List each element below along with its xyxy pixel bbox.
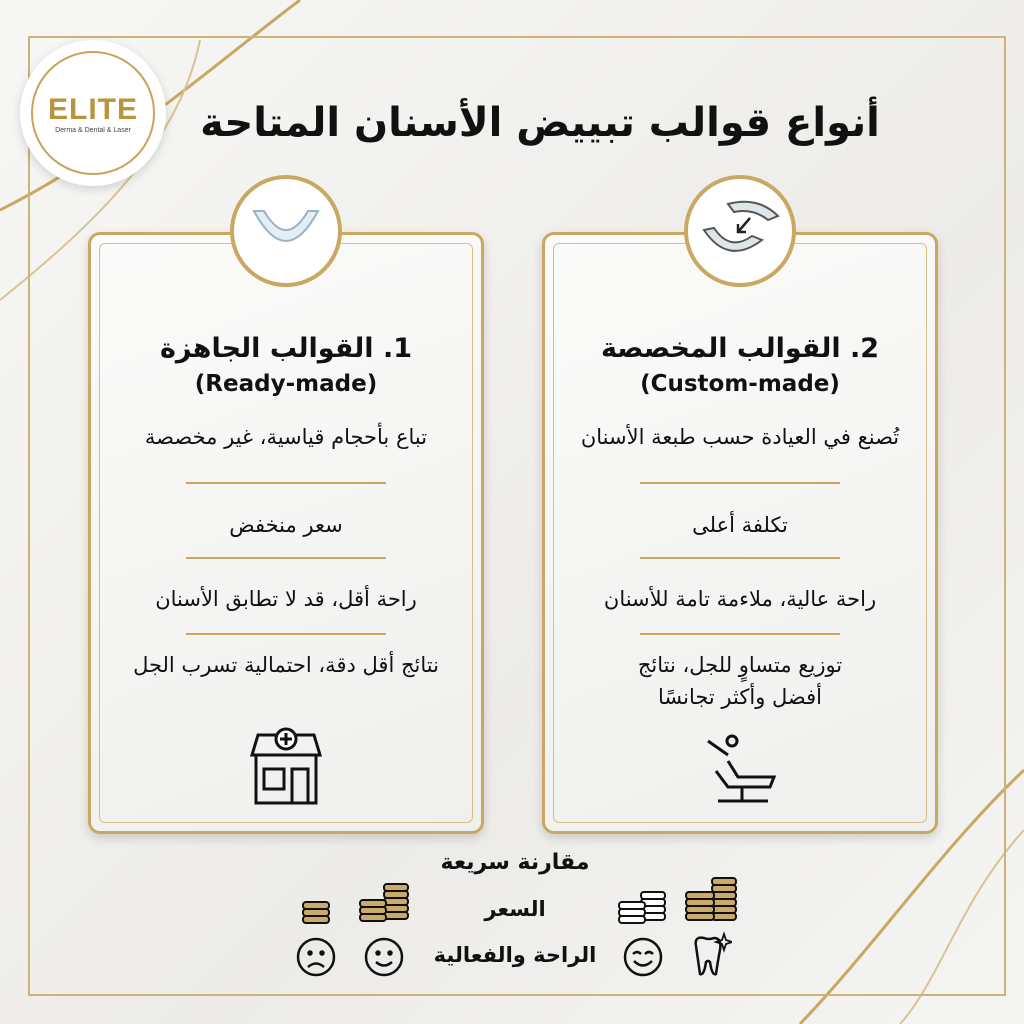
outline-coin-stacks-icon (617, 888, 669, 928)
happy-face-icon (622, 936, 664, 978)
card-title: 2. القوالب المخصصة (600, 333, 880, 364)
custom-tray-mold-icon (684, 175, 796, 287)
comparison-title: مقارنة سريعة (440, 850, 590, 875)
card-point: نتائج أقل دقة، احتمالية تسرب الجل (133, 653, 439, 677)
card-ready-made (88, 232, 484, 834)
card-point: سعر منخفض (229, 513, 343, 537)
card-point: تُصنع في العيادة حسب طبعة الأسنان (580, 425, 900, 449)
sparkling-tooth-icon (688, 930, 732, 980)
price-label: السعر (484, 897, 546, 921)
card-point: راحة أقل، قد لا تطابق الأسنان (155, 587, 417, 611)
sad-face-icon (295, 936, 337, 978)
card-subtitle: (Custom-made) (640, 371, 840, 397)
card-title: 1. القوالب الجاهزة (159, 333, 413, 364)
card-point: تكلفة أعلى (692, 513, 788, 537)
page-title: أنواع قوالب تبييض الأسنان المتاحة (200, 100, 880, 146)
card-point: توزيع متساوٍ للجل، نتائج أفضل وأكثر تجانسًا (637, 653, 843, 709)
comfort-label: الراحة والفعالية (433, 943, 597, 967)
card-subtitle: (Ready-made) (194, 371, 378, 397)
single-coin-stack-icon (300, 898, 334, 928)
logo-sub-text: Derma & Dental & Laser (55, 126, 131, 134)
elite-logo (20, 40, 166, 186)
smile-face-icon (363, 936, 405, 978)
card-custom-made (542, 232, 938, 834)
card-point: راحة عالية، ملاءمة تامة للأسنان (603, 587, 877, 611)
large-coin-stacks-icon (684, 876, 740, 928)
card-point: تباع بأحجام قياسية، غير مخصصة (144, 425, 428, 449)
clear-tray-icon (230, 175, 342, 287)
pharmacy-store-icon (244, 725, 328, 809)
medium-coin-stacks-icon (358, 880, 412, 928)
logo-main-text: ELITE (47, 92, 138, 126)
dental-chair-icon (698, 731, 782, 815)
